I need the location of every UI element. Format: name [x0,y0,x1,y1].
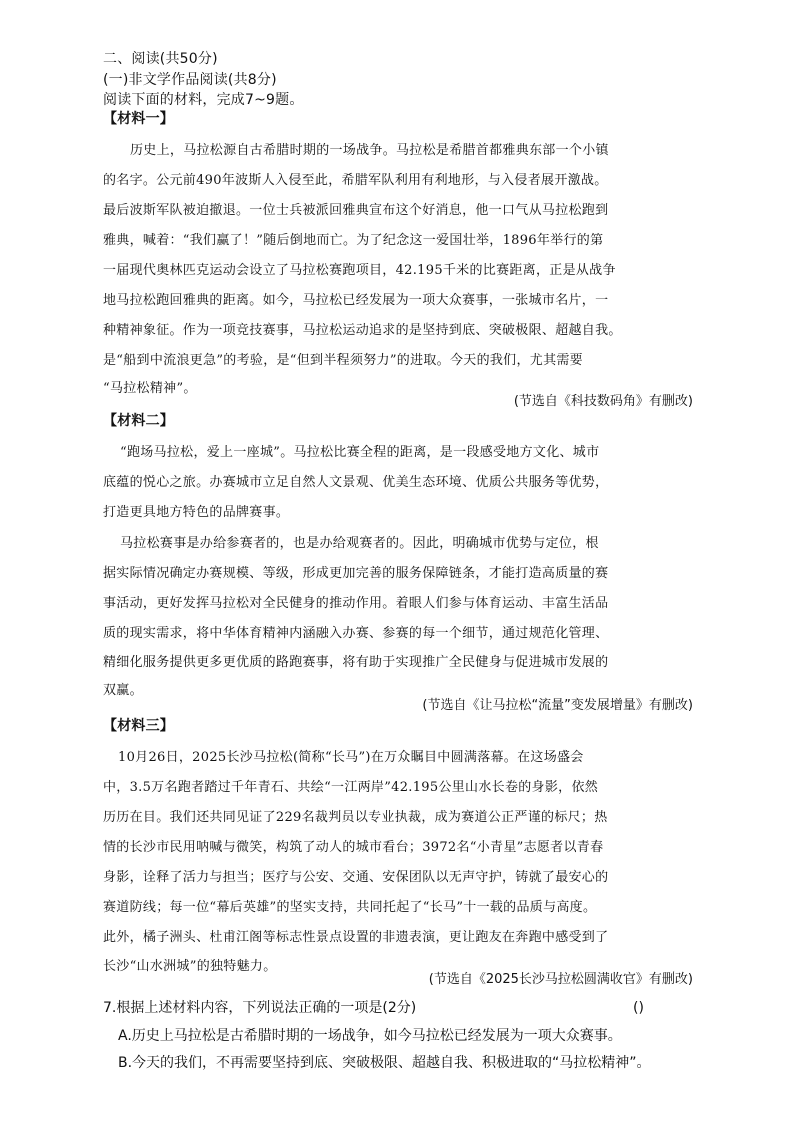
question-7-answer-blank: () [633,1000,644,1016]
material-one-line: 雅典，喊着：“我们赢了！”随后倒地而亡。为了纪念这一爱国壮举，1896年举行的第 [103,233,604,248]
material-one-line: 是“船到中流浪更急”的考验，是“但到半程须努力”的进取。今天的我们，尤其需要 [103,353,583,368]
material-three-line: 情的长沙市民用呐喊与微笑，构筑了动人的城市看台；3972名“小青星”志愿者以青春 [103,840,604,855]
material-two-line: 据实际情况确定办赛规模、等级，形成更加完善的服务保障链条，才能打造高质量的赛 [103,566,609,581]
material-two-line: 事活动，更好发挥马拉松对全民健身的推动作用。着眼人们参与体育运动、丰富生活品 [103,596,609,611]
material-one-source: (节选自《科技数码角》有删改) [513,394,693,409]
reading-instruction: 阅读下面的材料，完成7~9题。 [103,92,304,108]
material-two-line: 精细化服务提供更多更优质的路跑赛事，将有助于实现推广全民健身与促进城市发展的 [103,655,609,670]
material-three-line: 中，3.5万名跑者踏过千年青石、共绘“一江两岸”42.195公里山水长卷的身影，依然 [103,780,599,795]
material-two-line: 双赢。 [103,683,143,698]
question-7-stem: 7.根据上述材料内容，下列说法正确的一项是(2分) [103,1000,417,1016]
material-three-line: 历历在目。我们还共同见证了229名裁判员以专业执裁，成为赛道公正严谨的标尺；热 [103,810,608,825]
subsection-title: (一)非文学作品阅读(共8分) [103,72,277,88]
material-three-line: 长沙“山水洲城”的独特魅力。 [103,959,277,974]
material-two-heading: 【材料二】 [103,413,174,429]
material-two-line: 打造更具地方特色的品牌赛事。 [103,505,290,520]
material-three-source: (节选自《2025长沙马拉松圆满收官》有删改) [428,972,693,987]
question-7-option-b: B.今天的我们，不再需要坚持到底、突破极限、超越自我、积极进取的“马拉松精神”。 [118,1055,651,1071]
material-one-line: 地马拉松跑回雅典的距离。如今，马拉松已经发展为一项大众赛事，一张城市名片，一 [103,293,609,308]
material-one-line: “马拉松精神”。 [103,381,197,396]
material-one-heading: 【材料一】 [103,111,174,127]
material-one-line: 一届现代奥林匹克运动会设立了马拉松赛跑项目，42.195千米的比赛距离，正是从战争 [103,263,616,278]
material-one-line: 的名字。公元前490年波斯人入侵至此，希腊军队利用有利地形，与入侵者展开激战。 [103,173,608,188]
material-two-source: (节选自《让马拉松“流量”变发展增量》有删改) [422,698,693,713]
question-7-option-a: A.历史上马拉松是古希腊时期的一场战争，如今马拉松已经发展为一项大众赛事。 [118,1028,622,1044]
material-two-line: 底蕴的悦心之旅。办赛城市立足自然人文景观、优美生态环境、优质公共服务等优势， [103,475,609,490]
material-one-line: 种精神象征。作为一项竞技赛事，马拉松运动追求的是坚持到底、突破极限、超越自我。 [103,323,622,338]
material-one-line: 最后波斯军队被迫撤退。一位士兵被派回雅典宣布这个好消息，他一口气从马拉松跑到 [103,203,609,218]
material-two-line: “跑场马拉松，爱上一座城”。马拉松比赛全程的距离，是一段感受地方文化、城市 [120,445,600,460]
material-two-line: 质的现实需求，将中华体育精神内涵融入办赛、参赛的每一个细节，通过规范化管理、 [103,626,609,641]
material-two-line: 马拉松赛事是办给参赛者的，也是办给观赛者的。因此，明确城市优势与定位，根 [120,536,599,551]
material-three-line: 赛道防线；每一位“幕后英雄”的坚实支持，共同托起了“长马”十一载的品质与高度。 [103,900,597,915]
section-title: 二、阅读(共50分) [103,51,218,67]
material-three-heading: 【材料三】 [103,718,174,734]
material-three-line: 身影，诠释了活力与担当；医疗与公安、交通、安保团队以无声守护，铸就了最安心的 [103,870,609,885]
material-one-line: 历史上，马拉松源自古希腊时期的一场战争。马拉松是希腊首都雅典东部一个小镇 [130,143,609,158]
material-three-line: 10月26日，2025长沙马拉松(简称“长马”)在万众瞩目中圆满落幕。在这场盛会 [118,750,584,765]
material-three-line: 此外，橘子洲头、杜甫江阁等标志性景点设置的非遗表演，更让跑友在奔跑中感受到了 [103,930,609,945]
